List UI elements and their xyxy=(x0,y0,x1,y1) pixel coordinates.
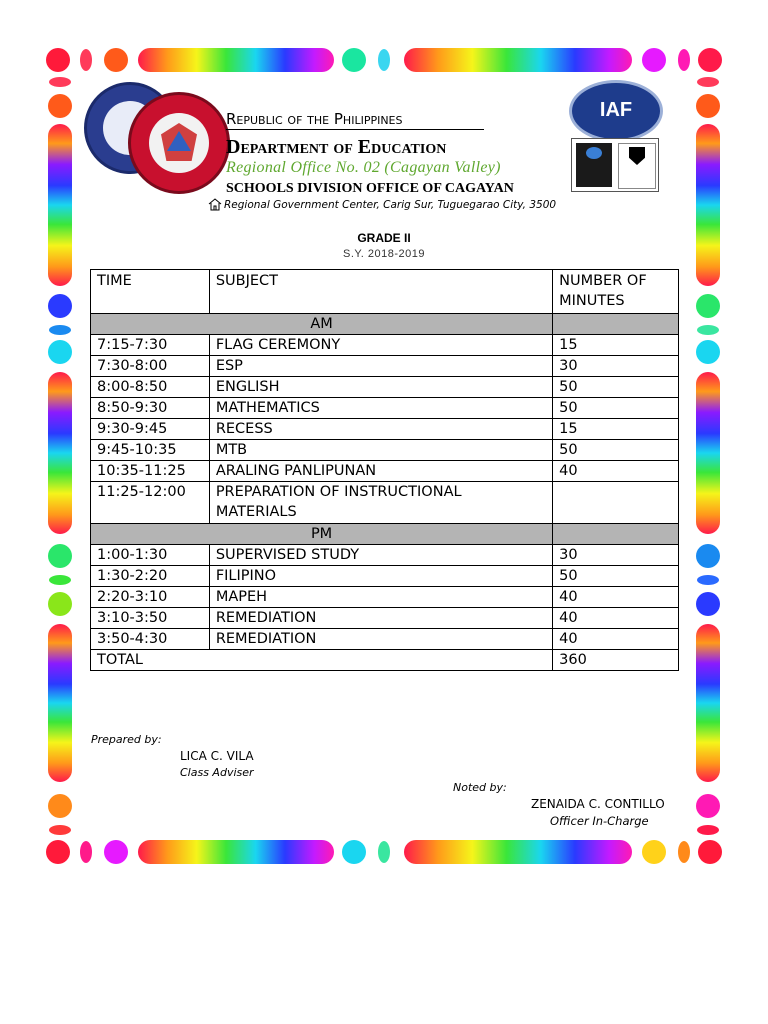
border-bar xyxy=(138,840,334,864)
table-row xyxy=(91,335,679,356)
border-bar xyxy=(404,48,632,72)
class-schedule-table xyxy=(90,269,679,671)
table-row xyxy=(91,608,679,629)
table-row xyxy=(91,356,679,377)
border-dot xyxy=(342,840,366,864)
border-dot xyxy=(48,794,72,818)
border-dot xyxy=(696,592,720,616)
border-dot xyxy=(48,544,72,568)
border-dot xyxy=(80,49,92,71)
time-cell: 9:30-9:45 xyxy=(91,419,210,440)
border-bar xyxy=(404,840,632,864)
minutes-cell: 40 xyxy=(553,587,679,608)
subject-cell: REMEDIATION xyxy=(209,608,552,629)
home-icon xyxy=(208,198,222,211)
border-dot xyxy=(48,294,72,318)
border-dot xyxy=(104,48,128,72)
header-minutes: NUMBER OF MINUTES xyxy=(553,270,679,314)
time-cell: 1:00-1:30 xyxy=(91,545,210,566)
school-year: S.Y. 2018-2019 xyxy=(342,248,426,260)
subject-cell: ESP xyxy=(209,356,552,377)
minutes-cell: 40 xyxy=(553,461,679,482)
prepared-by-role: Class Adviser xyxy=(180,766,254,779)
border-dot xyxy=(49,575,71,585)
division-seal-logo xyxy=(128,92,230,194)
subject-cell: ARALING PANLIPUNAN xyxy=(209,461,552,482)
subject-cell: MATHEMATICS xyxy=(209,398,552,419)
border-dot xyxy=(678,49,690,71)
border-dot xyxy=(697,825,719,835)
prepared-by-name: LICA C. VILA xyxy=(180,749,254,763)
subject-cell: FLAG CEREMONY xyxy=(209,335,552,356)
pm-section-row xyxy=(91,524,679,545)
time-cell: 3:10-3:50 xyxy=(91,608,210,629)
time-cell: 2:20-3:10 xyxy=(91,587,210,608)
table-row xyxy=(91,566,679,587)
border-dot xyxy=(48,340,72,364)
border-bar xyxy=(138,48,334,72)
minutes-cell: 50 xyxy=(553,398,679,419)
table-row xyxy=(91,545,679,566)
header-subject: SUBJECT xyxy=(209,270,552,314)
noted-by-label: Noted by: xyxy=(453,781,507,794)
minutes-cell: 30 xyxy=(553,545,679,566)
border-dot xyxy=(696,794,720,818)
noted-by-role: Officer In-Charge xyxy=(550,814,649,828)
table-row xyxy=(91,629,679,650)
border-dot xyxy=(696,94,720,118)
total-label: TOTAL xyxy=(91,650,553,671)
border-dot xyxy=(697,575,719,585)
border-dot xyxy=(342,48,366,72)
minutes-cell: 50 xyxy=(553,377,679,398)
total-value: 360 xyxy=(553,650,679,671)
border-dot xyxy=(49,325,71,335)
subject-cell: REMEDIATION xyxy=(209,629,552,650)
time-cell: 7:30-8:00 xyxy=(91,356,210,377)
border-dot xyxy=(642,48,666,72)
border-dot xyxy=(698,48,722,72)
border-dot xyxy=(104,840,128,864)
am-section-row xyxy=(91,314,679,335)
border-bar xyxy=(696,124,720,286)
border-dot xyxy=(378,49,390,71)
border-bar xyxy=(696,372,720,534)
minutes-cell: 30 xyxy=(553,356,679,377)
time-cell: 8:00-8:50 xyxy=(91,377,210,398)
time-cell: 1:30-2:20 xyxy=(91,566,210,587)
header-divider xyxy=(226,129,484,130)
border-dot xyxy=(678,841,690,863)
time-cell: 9:45-10:35 xyxy=(91,440,210,461)
table-row xyxy=(91,440,679,461)
time-cell: 11:25-12:00 xyxy=(91,482,210,524)
table-row xyxy=(91,461,679,482)
table-row xyxy=(91,377,679,398)
subject-cell: PREPARATION OF INSTRUCTIONAL MATERIALS xyxy=(209,482,552,524)
subject-cell: ENGLISH xyxy=(209,377,552,398)
pm-section-label: PM xyxy=(91,524,553,545)
table-row xyxy=(91,398,679,419)
border-dot xyxy=(378,841,390,863)
address-line xyxy=(208,198,556,211)
minutes-cell: 40 xyxy=(553,608,679,629)
grade-title: GRADE II xyxy=(357,231,411,245)
table-row xyxy=(91,419,679,440)
table-row xyxy=(91,587,679,608)
department-heading: Department of Education xyxy=(226,136,447,158)
border-dot xyxy=(696,544,720,568)
subject-cell: MTB xyxy=(209,440,552,461)
time-cell: 7:15-7:30 xyxy=(91,335,210,356)
am-section-label: AM xyxy=(91,314,553,335)
border-dot xyxy=(46,48,70,72)
republic-heading: Republic of the Philippines xyxy=(226,110,403,128)
border-dot xyxy=(48,592,72,616)
iaf-logo xyxy=(569,80,663,142)
border-dot xyxy=(46,840,70,864)
minutes-cell: 50 xyxy=(553,440,679,461)
prepared-by-label: Prepared by: xyxy=(91,733,162,746)
minutes-cell xyxy=(553,482,679,524)
subject-cell: MAPEH xyxy=(209,587,552,608)
border-dot xyxy=(696,340,720,364)
minutes-cell: 40 xyxy=(553,629,679,650)
minutes-cell: 15 xyxy=(553,419,679,440)
header-time: TIME xyxy=(91,270,210,314)
minutes-cell: 15 xyxy=(553,335,679,356)
border-dot xyxy=(80,841,92,863)
subject-cell: RECESS xyxy=(209,419,552,440)
time-cell: 10:35-11:25 xyxy=(91,461,210,482)
border-dot xyxy=(697,77,719,87)
border-bar xyxy=(48,624,72,782)
table-row xyxy=(91,482,679,524)
border-bar xyxy=(696,624,720,782)
time-cell: 8:50-9:30 xyxy=(91,398,210,419)
table-header-row xyxy=(91,270,679,314)
noted-by-name: ZENAIDA C. CONTILLO xyxy=(531,797,665,811)
iso-9001-badge xyxy=(576,143,612,187)
border-dot xyxy=(642,840,666,864)
total-row xyxy=(91,650,679,671)
border-dot xyxy=(698,840,722,864)
division-office-heading: SCHOOLS DIVISION OFFICE OF CAGAYAN xyxy=(226,181,514,196)
subject-cell: FILIPINO xyxy=(209,566,552,587)
border-bar xyxy=(48,124,72,286)
iso-certification-logo xyxy=(571,138,659,192)
minutes-cell: 50 xyxy=(553,566,679,587)
iaf-logo-text: IAF xyxy=(599,99,633,121)
border-dot xyxy=(697,325,719,335)
border-dot xyxy=(49,77,71,87)
border-bar xyxy=(48,372,72,534)
regional-office-heading: Regional Office No. 02 (Cagayan Valley) xyxy=(226,159,501,176)
border-dot xyxy=(49,825,71,835)
subject-cell: SUPERVISED STUDY xyxy=(209,545,552,566)
ukas-badge xyxy=(618,143,656,189)
time-cell: 3:50-4:30 xyxy=(91,629,210,650)
address-text: Regional Government Center, Carig Sur, Tuguegarao City, 3500 xyxy=(224,199,557,211)
border-dot xyxy=(48,94,72,118)
border-dot xyxy=(696,294,720,318)
